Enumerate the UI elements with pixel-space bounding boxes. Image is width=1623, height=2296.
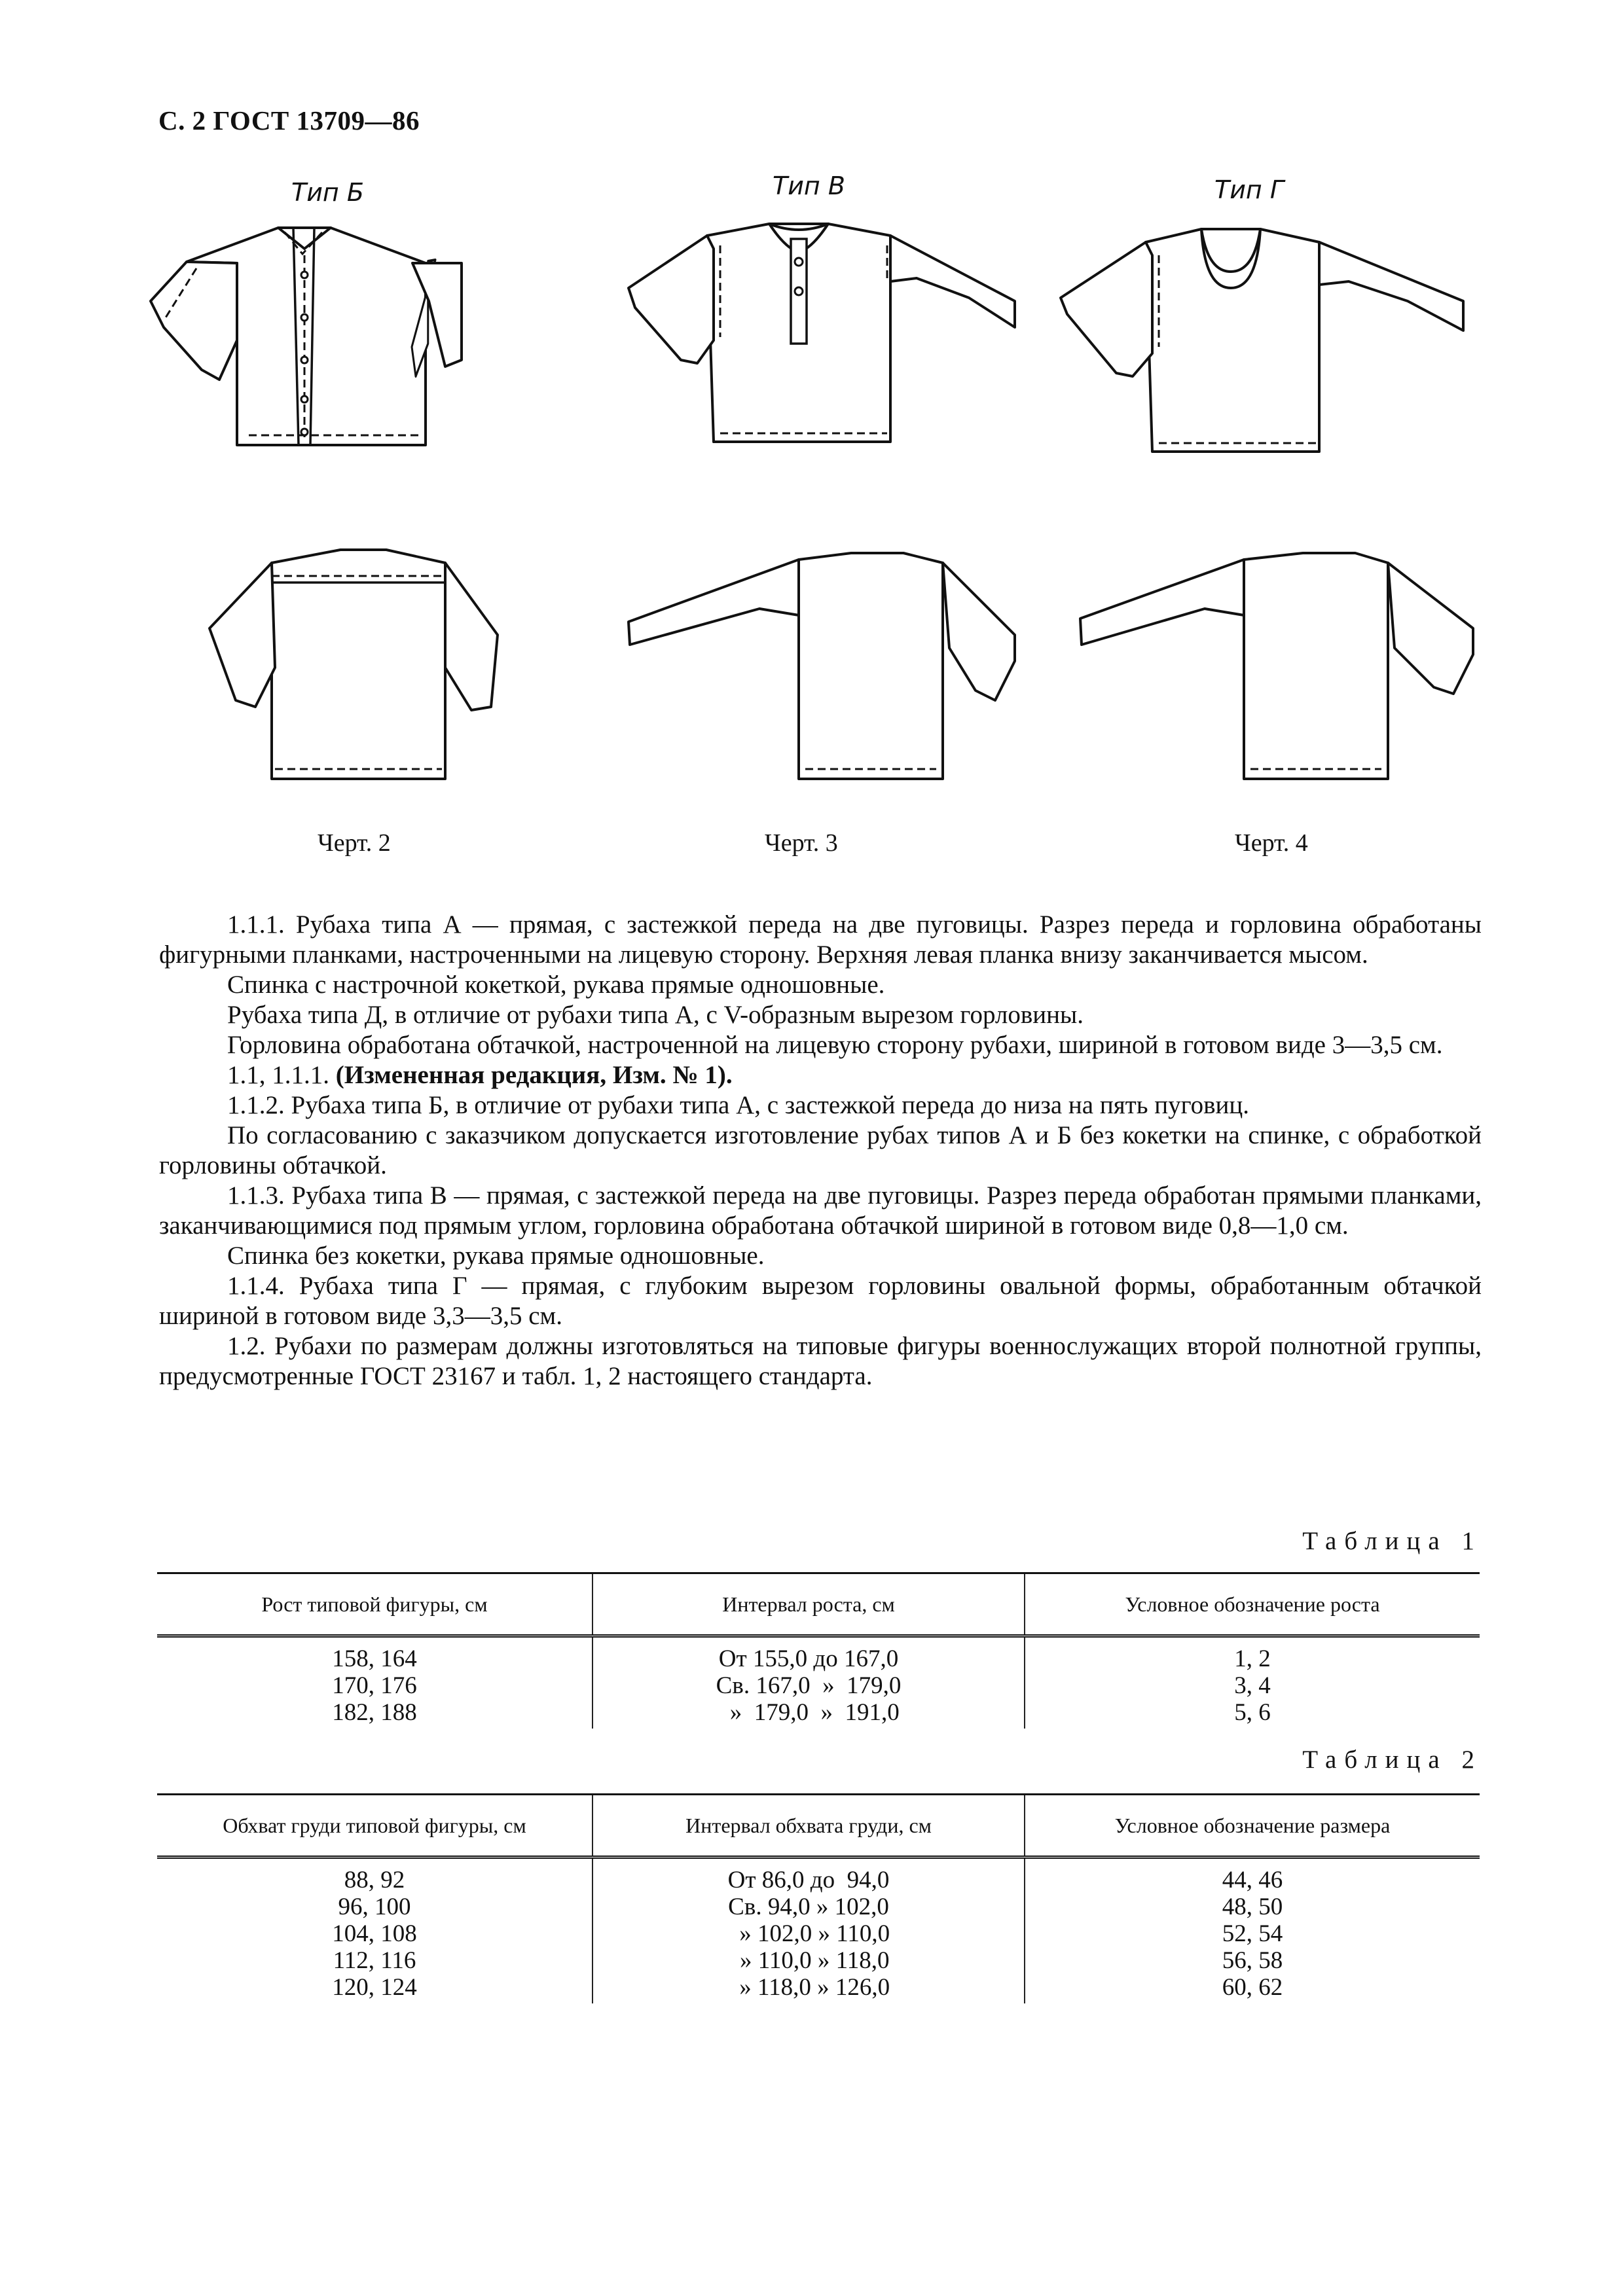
amendment-prefix: 1.1, 1.1.1.	[227, 1061, 336, 1089]
table-cell: » 118,0 » 126,0	[727, 1974, 890, 2001]
table2-header-interval: Интервал обхвата груди, см	[593, 1795, 1025, 1857]
paragraph: 1.1.4. Рубаха типа Г — прямая, с глубоким вырезом горловины овальной формы, обработанным обтачкой шириной в готовом виде 3,3—3,5 см.	[159, 1272, 1482, 1330]
paragraph: Горловина обработана обтачкой, настроченной на лицевую сторону рубахи, шириной в готовом виде 3—3,5 см.	[227, 1031, 1443, 1059]
table2-col-chest	[157, 1857, 593, 2004]
table-cell: Св. 167,0 » 179,0	[716, 1672, 902, 1699]
table-cell: 60, 62	[1222, 1974, 1283, 2001]
type-label-v: Тип В	[773, 171, 845, 200]
figure-caption-2: Черт. 2	[318, 829, 391, 857]
paragraph-amendment	[159, 1060, 1482, 1090]
table-cell: 48, 50	[1222, 1893, 1283, 1920]
table-cell: 158, 164	[332, 1645, 417, 1672]
table1-header-height: Рост типовой фигуры, см	[261, 1592, 488, 1616]
table-cell: 112, 116	[333, 1947, 416, 1974]
table-cell: От 86,0 до 94,0	[727, 1867, 890, 1893]
shirt-type-g-back-drawing	[1080, 537, 1473, 785]
table-cell: 96, 100	[338, 1893, 411, 1920]
table1-header-code: Условное обозначение роста	[1025, 1573, 1480, 1636]
table-cell: » 110,0 » 118,0	[727, 1947, 890, 1974]
table-cell: 104, 108	[332, 1920, 417, 1947]
table1-col-height	[157, 1636, 593, 1729]
table2-col-interval	[593, 1857, 1025, 2004]
shirt-type-v-back-drawing	[629, 537, 1021, 785]
paragraph: 1.1.3. Рубаха типа В — прямая, с застежкой переда на две пуговицы. Разрез переда обработан прямыми планками, заканчивающимися под прямым углом, горловина обработана обтачкой шириной в готовом виде 0,8—1,0 см.	[159, 1181, 1482, 1240]
paragraph: 1.2. Рубахи по размерам должны изготовляться на типовые фигуры военнослужащих второй полнотной группы, предусмотренные ГОСТ 23167 и табл. 1, 2 настоящего стандарта.	[159, 1332, 1482, 1390]
table-cell: » 179,0 » 191,0	[718, 1699, 900, 1726]
paragraph: 1.1.2. Рубаха типа Б, в отличие от рубахи типа А, с застежкой переда до низа на пять пуговиц.	[227, 1091, 1250, 1119]
type-label-b: Тип Б	[291, 178, 364, 207]
table1-col-code	[1025, 1636, 1480, 1729]
body-text	[159, 910, 1482, 1391]
figure-caption-3: Черт. 3	[765, 829, 838, 857]
table-1	[157, 1572, 1480, 1729]
table-2	[157, 1793, 1480, 2003]
table-cell: 52, 54	[1222, 1920, 1283, 1947]
table-cell: 182, 188	[332, 1699, 417, 1726]
table-cell: 120, 124	[332, 1974, 417, 2001]
paragraph: Рубаха типа Д, в отличие от рубахи типа А, с V-образным вырезом горловины.	[227, 1001, 1084, 1029]
amendment-note: (Измененная редакция, Изм. № 1).	[335, 1061, 733, 1089]
table1-caption: Таблица 1	[1302, 1527, 1482, 1555]
page-header: С. 2 ГОСТ 13709—86	[158, 105, 420, 135]
table-cell: 3, 4	[1234, 1672, 1271, 1699]
shirt-type-v-front-drawing	[629, 209, 1021, 445]
table-cell: 56, 58	[1222, 1947, 1283, 1974]
table-cell: » 102,0 » 110,0	[727, 1920, 890, 1947]
shirt-type-b-front-drawing	[151, 209, 426, 465]
paragraph: Спинка без кокетки, рукава прямые одношовные.	[227, 1242, 765, 1270]
paragraph: 1.1.1. Рубаха типа А — прямая, с застежкой переда на две пуговицы. Разрез переда и горловина обработаны фигурными планками, настроченными на лицевую сторону. Верхняя левая планка внизу заканчивается мысом.	[159, 910, 1482, 969]
table2-header-chest: Обхват груди типовой фигуры, см	[223, 1813, 526, 1837]
table-cell: Св. 94,0 » 102,0	[728, 1893, 889, 1920]
table2-caption: Таблица 2	[1302, 1746, 1482, 1774]
table-cell: 5, 6	[1234, 1699, 1271, 1726]
paragraph: По согласованию с заказчиком допускается изготовление рубах типов А и Б без кокетки на спинке, с обработкой горловины обтачкой.	[159, 1121, 1482, 1179]
table-cell: От 155,0 до 167,0	[718, 1645, 899, 1672]
shirt-type-g-front-drawing	[1061, 216, 1467, 458]
table-cell: 44, 46	[1222, 1867, 1283, 1893]
table-cell: 170, 176	[332, 1672, 417, 1699]
table2-col-code	[1025, 1857, 1480, 2004]
table-cell: 88, 92	[344, 1867, 405, 1893]
table1-header-interval: Интервал роста, см	[593, 1573, 1025, 1636]
figure-caption-4: Черт. 4	[1235, 829, 1308, 857]
table1-col-interval	[593, 1636, 1025, 1729]
type-label-g: Тип Г	[1214, 175, 1285, 204]
shirt-type-b-back-drawing	[210, 537, 504, 785]
paragraph: Спинка с настрочной кокеткой, рукава прямые одношовные.	[227, 971, 885, 999]
table-cell: 1, 2	[1234, 1645, 1271, 1672]
table2-header-code: Условное обозначение размера	[1025, 1795, 1480, 1857]
